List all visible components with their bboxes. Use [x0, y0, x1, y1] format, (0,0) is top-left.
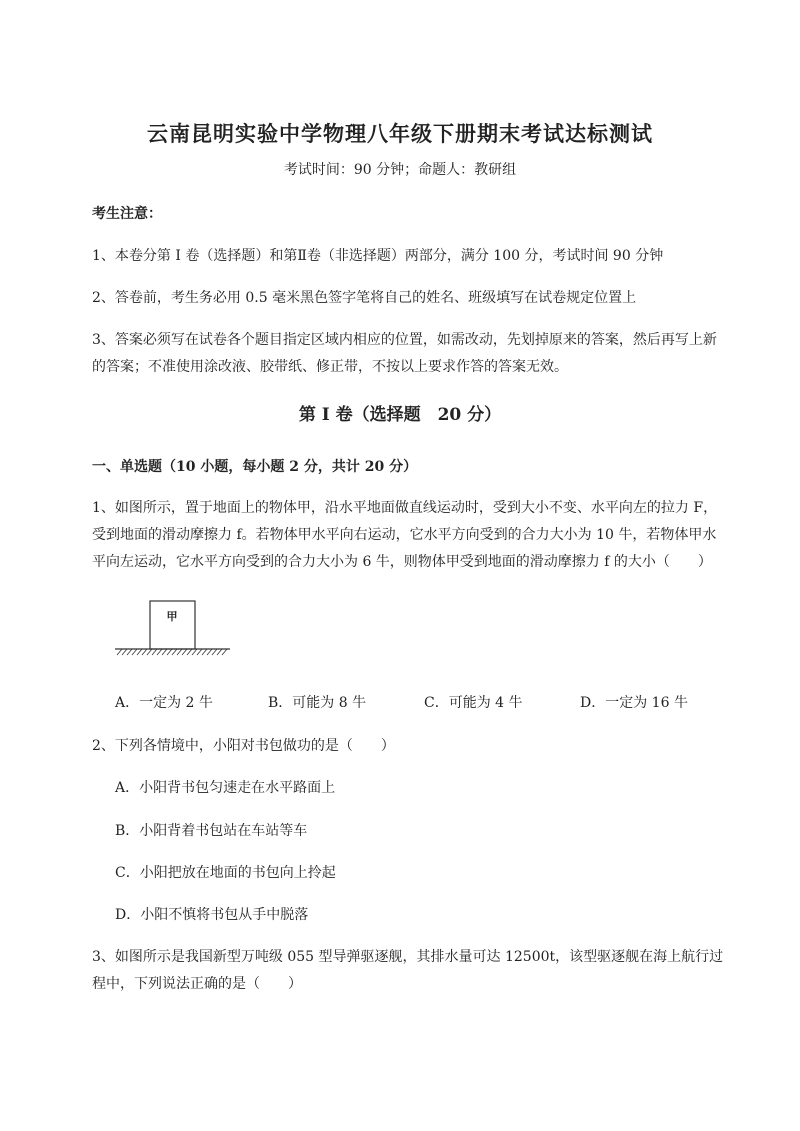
block-on-ground-diagram	[115, 598, 230, 658]
note-item-1: 1、本卷分第 I 卷（选择题）和第Ⅱ卷（非选择题）两部分，满分 100 分，考试时间 90 分钟	[92, 248, 664, 264]
q1-figure	[115, 598, 230, 658]
q2-option-a[interactable]: A．小阳背书包匀速走在水平路面上	[115, 780, 336, 796]
q1-option-d[interactable]: D．一定为 16 牛	[580, 695, 688, 711]
block-label: 甲	[166, 610, 178, 623]
section-title: 第 I 卷（选择题 20 分）	[298, 405, 502, 425]
block-jia	[150, 601, 195, 649]
note-item-2: 2、答卷前，考生务必用 0.5 毫米黑色签字笔将自己的姓名、班级填写在试卷规定位置上	[92, 290, 637, 306]
q1-option-c[interactable]: C．可能为 4 牛	[424, 695, 523, 711]
q1-option-a[interactable]: A．一定为 2 牛	[115, 695, 213, 711]
q1-option-b[interactable]: B．可能为 8 牛	[268, 695, 367, 711]
note-item-3: 3、答案必须写在试卷各个题目指定区域内相应的位置，如需改动，先划掉原来的答案，然后再写上新	[92, 332, 717, 348]
q3-line-1: 3、如图所示是我国新型万吨级 055 型导弹驱逐舰，其排水量可达 12500t，该型驱逐舰在海上航行过	[92, 949, 724, 965]
ground-hatching	[117, 649, 227, 655]
part-heading: 一、单选题（10 小题，每小题 2 分，共计 20 分）	[92, 459, 418, 475]
q2-option-b[interactable]: B．小阳背着书包站在车站等车	[115, 823, 308, 839]
q1-line-3: 平向左运动，它水平方向受到的合力大小为 6 牛，则物体甲受到地面的滑动摩擦力 f 的大小（ ）	[92, 554, 712, 570]
q2-stem: 2、下列各情境中，小阳对书包做功的是（ ）	[92, 738, 395, 754]
notes-heading: 考生注意：	[92, 206, 162, 222]
exam-info: 考试时间：90 分钟；命题人：教研组	[283, 162, 517, 178]
q1-line-1: 1、如图所示，置于地面上的物体甲，沿水平地面做直线运动时，受到大小不变、水平向左的拉力 F，	[92, 500, 718, 516]
page-title: 云南昆明实验中学物理八年级下册期末考试达标测试	[147, 121, 653, 146]
q2-option-d[interactable]: D．小阳不慎将书包从手中脱落	[115, 907, 309, 923]
q2-option-c[interactable]: C．小阳把放在地面的书包向上拎起	[115, 865, 336, 881]
q3-line-2: 程中，下列说法正确的是（ ）	[92, 976, 302, 992]
note-item-3-cont: 的答案；不准使用涂改液、胶带纸、修正带，不按以上要求作答的答案无效。	[92, 359, 568, 375]
q1-line-2: 受到地面的滑动摩擦力 f。若物体甲水平向右运动，它水平方向受到的合力大小为 10 牛，若物体甲水	[92, 527, 717, 543]
